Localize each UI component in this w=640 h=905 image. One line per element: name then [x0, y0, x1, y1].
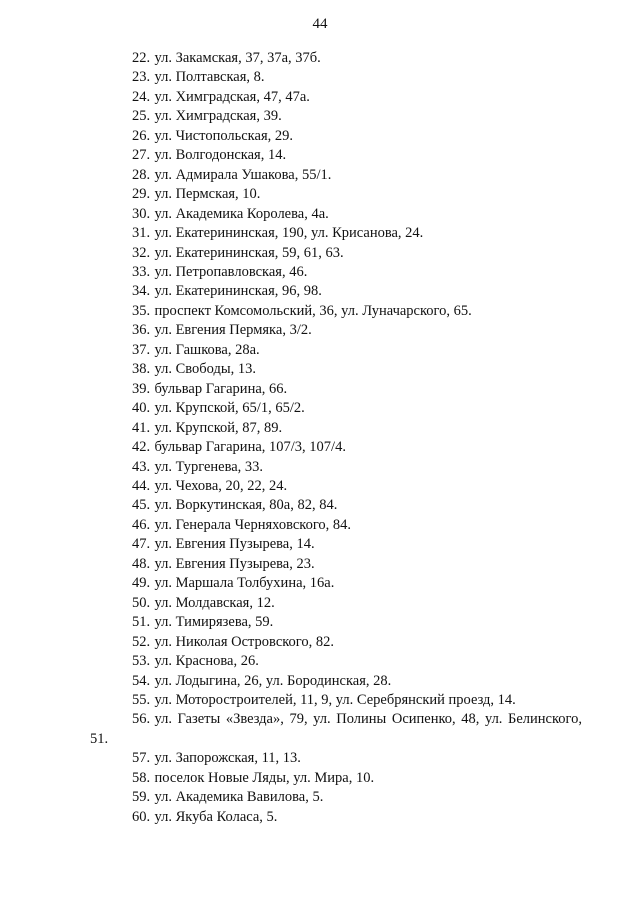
address-item	[90, 185, 582, 204]
item-text: ул. Чехова, 20, 22, 24.	[154, 477, 288, 494]
item-text: ул. Тургенева, 33.	[154, 458, 264, 475]
item-text: ул. Генерала Черняховского, 84.	[154, 516, 352, 533]
address-item	[90, 555, 582, 574]
address-item	[90, 419, 582, 438]
item-number: 31.	[132, 225, 151, 242]
item-number: 60.	[132, 808, 151, 825]
item-text: поселок Новые Ляды, ул. Мира, 10.	[154, 769, 375, 786]
item-text: ул. Свободы, 13.	[154, 361, 256, 378]
address-item	[90, 808, 582, 827]
address-item	[90, 282, 582, 301]
item-text: ул. Евгения Пузырева, 14.	[154, 536, 315, 553]
address-item	[90, 477, 582, 496]
item-number: 30.	[132, 205, 151, 222]
item-number: 45.	[132, 497, 151, 514]
item-number: 50.	[132, 594, 151, 611]
item-text: ул. Волгодонская, 14.	[154, 147, 287, 164]
item-text: ул. Крупской, 87, 89.	[154, 419, 283, 436]
address-item	[90, 535, 582, 554]
item-text: ул. Полтавская, 8.	[154, 69, 265, 86]
address-item	[90, 710, 582, 749]
address-list	[90, 49, 582, 827]
item-number: 42.	[132, 439, 151, 456]
item-text: ул. Газеты «Звезда», 79, ул. Полины Осипенко, 48, ул. Белинского, 51.	[90, 711, 582, 747]
item-number: 37.	[132, 341, 151, 358]
item-text: ул. Адмирала Ушакова, 55/1.	[154, 166, 332, 183]
address-item	[90, 458, 582, 477]
item-text: ул. Тимирязева, 59.	[154, 614, 274, 631]
address-item	[90, 788, 582, 807]
item-text: ул. Пермская, 10.	[154, 186, 261, 203]
address-item	[90, 691, 582, 710]
item-text: ул. Екатерининская, 96, 98.	[154, 283, 322, 300]
item-number: 59.	[132, 789, 151, 806]
item-number: 47.	[132, 536, 151, 553]
item-text: ул. Екатерининская, 59, 61, 63.	[154, 244, 344, 261]
item-text: ул. Лодыгина, 26, ул. Бородинская, 28.	[154, 672, 392, 689]
address-item	[90, 749, 582, 768]
item-number: 54.	[132, 672, 151, 689]
item-text: ул. Маршала Толбухина, 16а.	[154, 575, 335, 592]
item-text: ул. Чистопольская, 29.	[154, 127, 293, 144]
item-number: 46.	[132, 516, 151, 533]
address-item	[90, 244, 582, 263]
item-number: 28.	[132, 166, 151, 183]
item-text: бульвар Гагарина, 66.	[154, 380, 288, 397]
item-number: 57.	[132, 750, 151, 767]
item-text: ул. Академика Вавилова, 5.	[154, 789, 324, 806]
address-item	[90, 652, 582, 671]
item-number: 56.	[132, 711, 151, 728]
item-number: 52.	[132, 633, 151, 650]
address-item	[90, 496, 582, 515]
item-text: ул. Моторостроителей, 11, 9, ул. Серебрянский проезд, 14.	[154, 691, 516, 708]
address-item	[90, 360, 582, 379]
address-item	[90, 127, 582, 146]
address-item	[90, 516, 582, 535]
item-text: ул. Евгения Пузырева, 23.	[154, 555, 315, 572]
item-text: ул. Крупской, 65/1, 65/2.	[154, 400, 305, 417]
item-text: ул. Якуба Коласа, 5.	[154, 808, 278, 825]
item-number: 33.	[132, 263, 151, 280]
address-item	[90, 613, 582, 632]
address-item	[90, 399, 582, 418]
address-item	[90, 68, 582, 87]
address-item	[90, 88, 582, 107]
item-number: 39.	[132, 380, 151, 397]
item-number: 22.	[132, 50, 151, 66]
item-text: ул. Петропавловская, 46.	[154, 263, 308, 280]
item-number: 36.	[132, 322, 151, 339]
address-item	[90, 380, 582, 399]
address-item	[90, 263, 582, 282]
item-number: 49.	[132, 575, 151, 592]
address-item	[90, 633, 582, 652]
item-text: бульвар Гагарина, 107/3, 107/4.	[154, 439, 346, 456]
item-number: 29.	[132, 186, 151, 203]
item-number: 48.	[132, 555, 151, 572]
address-item	[90, 769, 582, 788]
item-number: 53.	[132, 653, 151, 670]
item-number: 25.	[132, 108, 151, 125]
address-item	[90, 107, 582, 126]
address-item	[90, 205, 582, 224]
item-text: ул. Евгения Пермяка, 3/2.	[154, 322, 312, 339]
item-text: ул. Закамская, 37, 37а, 37б.	[154, 50, 321, 66]
item-text: ул. Николая Островского, 82.	[154, 633, 335, 650]
item-number: 44.	[132, 477, 151, 494]
address-item	[90, 224, 582, 243]
address-item	[90, 594, 582, 613]
page-number: 44	[312, 16, 328, 32]
item-number: 43.	[132, 458, 151, 475]
item-text: ул. Химградская, 47, 47а.	[154, 88, 310, 105]
item-text: ул. Химградская, 39.	[154, 108, 282, 125]
item-text: ул. Молдавская, 12.	[154, 594, 275, 611]
item-text: ул. Гашкова, 28а.	[154, 341, 260, 358]
address-item	[90, 49, 582, 68]
item-number: 58.	[132, 769, 151, 786]
address-item	[90, 321, 582, 340]
item-number: 24.	[132, 88, 151, 105]
item-text: ул. Екатерининская, 190, ул. Крисанова, 24.	[154, 225, 424, 242]
address-item	[90, 438, 582, 457]
item-number: 23.	[132, 69, 151, 86]
item-number: 27.	[132, 147, 151, 164]
item-number: 40.	[132, 400, 151, 417]
item-number: 51.	[132, 614, 151, 631]
item-number: 41.	[132, 419, 151, 436]
address-item	[90, 166, 582, 185]
address-item	[90, 574, 582, 593]
address-item	[90, 672, 582, 691]
item-number: 55.	[132, 691, 151, 708]
address-item	[90, 341, 582, 360]
address-item	[90, 146, 582, 165]
address-item	[90, 302, 582, 321]
item-number: 38.	[132, 361, 151, 378]
item-text: ул. Запорожская, 11, 13.	[154, 750, 301, 767]
item-number: 34.	[132, 283, 151, 300]
item-text: проспект Комсомольский, 36, ул. Луначарского, 65.	[154, 302, 472, 319]
item-number: 26.	[132, 127, 151, 144]
item-text: ул. Академика Королева, 4а.	[154, 205, 329, 222]
item-number: 32.	[132, 244, 151, 261]
item-number: 35.	[132, 302, 151, 319]
item-text: ул. Воркутинская, 80а, 82, 84.	[154, 497, 338, 514]
item-text: ул. Краснова, 26.	[154, 653, 259, 670]
